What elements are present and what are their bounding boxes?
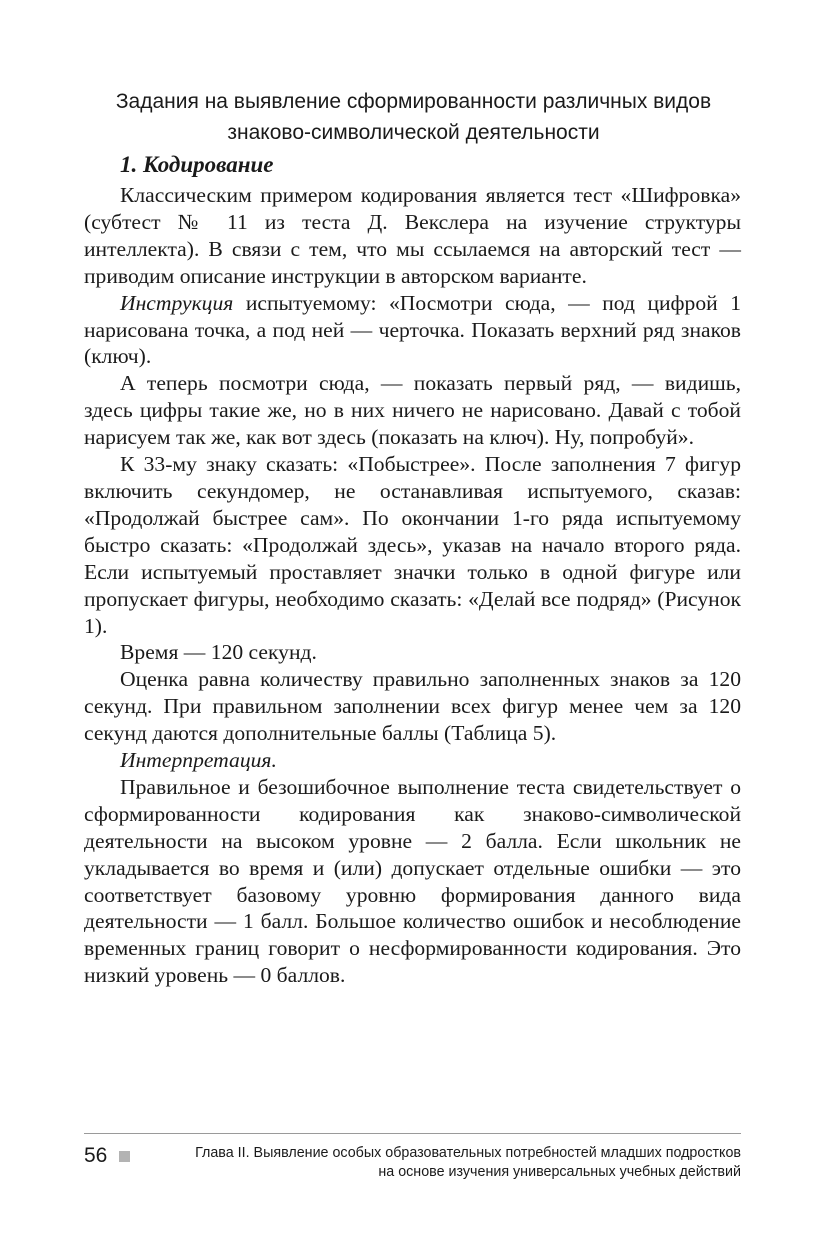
section-heading-line-2: знаково-символической деятельности [227, 121, 600, 144]
instruction-label: Инструкция [120, 290, 234, 315]
section-heading [72, 86, 755, 148]
paragraph-example: А теперь посмотри сюда, — показать первый ряд, — видишь, здесь цифры такие же, но в них ничего не нарисовано. Давай с тобой нарисуем так же, как вот здесь (показать на ключ). Ну, попробуй». [84, 371, 741, 450]
footer-divider [84, 1133, 741, 1134]
running-head-line-2: на основе изучения универсальных учебных действий [378, 1164, 741, 1180]
section-heading-line-1: Задания на выявление сформированности различных видов [115, 90, 712, 113]
paragraph-intro: Классическим примером кодирования является тест «Шифровка» (субтест № 11 из теста Д. Векслера на изучение структуры интеллекта). В связи с тем, что мы ссылаемся на авторский тест — приводим описание инструкции в авторском варианте. [84, 183, 741, 288]
paragraph-scoring: Оценка равна количеству правильно заполненных знаков за 120 секунд. При правильном заполнении всех фигур менее чем за 120 секунд даются дополнительные баллы (Таблица 5). [84, 667, 741, 746]
page-number: 56 [84, 1144, 108, 1167]
paragraph-time: Время — 120 секунд. [120, 640, 317, 665]
running-head-line-1: Глава II. Выявление особых образовательных потребностей младших подростков [195, 1145, 741, 1161]
paragraph-procedure: К 33-му знаку сказать: «Побыстрее». После заполнения 7 фигур включить секундомер, не останавливая испытуемого, сказав: «Продолжай быстрее сам». По окончании 1-го ряда испытуемому быстро сказать: «Продолжай здесь», указав на начало второго ряда. Если испытуемый проставляет значки только в одной фигуре или пропускает фигуры, необходимо сказать: «Делай все подряд» (Рисунок 1). [84, 452, 741, 638]
body-text [84, 182, 741, 989]
instruction-text: испытуемому: «Посмотри сюда, — под цифрой 1 нарисована точка, а под ней — черточка. Показать верхний ряд знаков (ключ). [84, 290, 741, 369]
paragraph-instruction [84, 290, 741, 371]
page-marker-square [119, 1151, 130, 1162]
interpretation-label: Интерпретация. [120, 748, 277, 773]
running-head [195, 1144, 741, 1182]
subsection-title: 1. Кодирование [120, 152, 274, 177]
paragraph-interpretation: Правильное и безошибочное выполнение теста свидетельствует о сформированности кодирования как знаково-символической деятельности на высоком уровне — 2 балла. Если школьник не укладывается во время и (или) допускает отдельные ошибки — это соответствует базовому уровню формирования данного вида деятельности — 1 балл. Большое количество ошибок и несоблюдение временных границ говорит о несформированности кодирования. Это низкий уровень — 0 баллов. [84, 774, 741, 988]
